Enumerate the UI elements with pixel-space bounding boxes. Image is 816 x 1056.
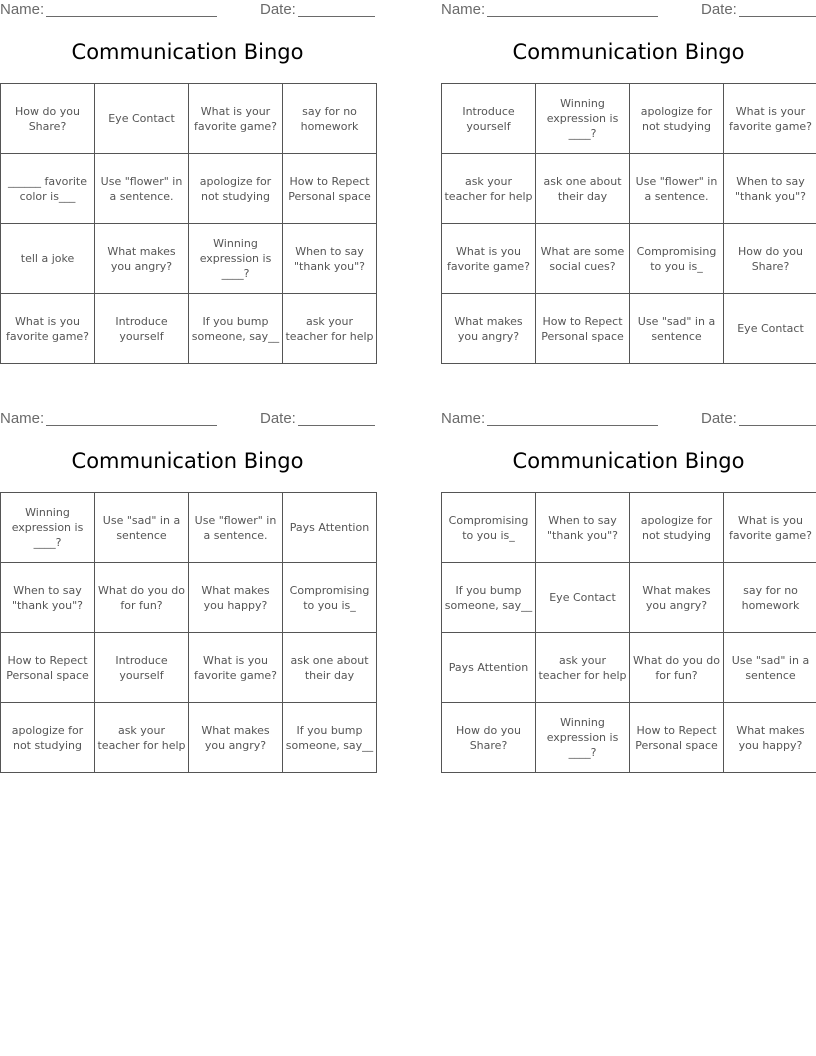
bingo-cell: If you bump someone, say__: [189, 294, 283, 364]
date-blank-line: [739, 16, 816, 17]
bingo-cell: What makes you happy?: [724, 703, 816, 773]
grid-row: [442, 633, 816, 703]
card-header: [0, 1, 375, 21]
grid-row: [442, 703, 816, 773]
date-label: Date:: [260, 410, 296, 427]
grid-row: [1, 493, 377, 563]
bingo-cell: What makes you happy?: [189, 563, 283, 633]
bingo-cell: apologize for not studying: [630, 493, 724, 563]
date-blank-line: [739, 425, 816, 426]
date-blank-line: [298, 425, 375, 426]
bingo-cell: What is you favorite game?: [1, 294, 95, 364]
bingo-cell: How to Repect Personal space: [536, 294, 630, 364]
bingo-cell: say for no homework: [724, 563, 816, 633]
date-label: Date:: [260, 1, 296, 18]
date-blank-line: [298, 16, 375, 17]
bingo-cell: ask one about their day: [536, 154, 630, 224]
bingo-cell: What makes you angry?: [442, 294, 536, 364]
grid-row: [1, 224, 377, 294]
grid-row: [1, 703, 377, 773]
bingo-cell: What makes you angry?: [189, 703, 283, 773]
bingo-cell: Eye Contact: [724, 294, 816, 364]
grid-row: [442, 84, 816, 154]
bingo-cell: ______ favorite color is___: [1, 154, 95, 224]
bingo-cell: What is you favorite game?: [442, 224, 536, 294]
bingo-cell: If you bump someone, say__: [283, 703, 377, 773]
bingo-cell: ask your teacher for help: [95, 703, 189, 773]
bingo-cell: Winning expression is ____?: [536, 84, 630, 154]
name-blank-line: [487, 16, 658, 17]
bingo-cell: How do you Share?: [724, 224, 816, 294]
bingo-cell: What is you favorite game?: [189, 633, 283, 703]
bingo-cell: Introduce yourself: [95, 294, 189, 364]
bingo-cell: What do you do for fun?: [630, 633, 724, 703]
bingo-cell: Pays Attention: [442, 633, 536, 703]
bingo-cell: ask your teacher for help: [536, 633, 630, 703]
bingo-cell: Use "flower" in a sentence.: [95, 154, 189, 224]
card-title: Communication Bingo: [71, 40, 304, 64]
card-title: Communication Bingo: [71, 449, 304, 473]
card-header: [441, 410, 816, 430]
bingo-cell: How to Repect Personal space: [283, 154, 377, 224]
grid-row: [442, 493, 816, 563]
bingo-cell: apologize for not studying: [630, 84, 724, 154]
grid-row: [442, 294, 816, 364]
bingo-cell: When to say "thank you"?: [283, 224, 377, 294]
bingo-cell: What do you do for fun?: [95, 563, 189, 633]
bingo-grid: [441, 83, 816, 364]
bingo-cell: What is your favorite game?: [189, 84, 283, 154]
bingo-cell: What makes you angry?: [95, 224, 189, 294]
bingo-cell: When to say "thank you"?: [536, 493, 630, 563]
bingo-cell: ask your teacher for help: [283, 294, 377, 364]
bingo-cell: Compromising to you is_: [630, 224, 724, 294]
bingo-cell: Winning expression is ____?: [189, 224, 283, 294]
bingo-cell: If you bump someone, say__: [442, 563, 536, 633]
bingo-cell: Introduce yourself: [95, 633, 189, 703]
card-header: [0, 410, 375, 430]
grid-row: [442, 563, 816, 633]
grid-row: [1, 84, 377, 154]
bingo-cell: Introduce yourself: [442, 84, 536, 154]
name-blank-line: [487, 425, 658, 426]
bingo-grid: [0, 83, 377, 364]
grid-row: [1, 294, 377, 364]
bingo-cell: Use "sad" in a sentence: [95, 493, 189, 563]
grid-row: [1, 633, 377, 703]
bingo-cell: Winning expression is ____?: [1, 493, 95, 563]
name-label: Name:: [441, 410, 486, 427]
bingo-cell: Pays Attention: [283, 493, 377, 563]
bingo-cell: How do you Share?: [442, 703, 536, 773]
bingo-cell: Use "flower" in a sentence.: [189, 493, 283, 563]
bingo-cell: apologize for not studying: [1, 703, 95, 773]
bingo-cell: When to say "thank you"?: [1, 563, 95, 633]
grid-row: [442, 224, 816, 294]
card-title: Communication Bingo: [512, 449, 745, 473]
date-label: Date:: [701, 1, 737, 18]
bingo-cell: Compromising to you is_: [442, 493, 536, 563]
bingo-cell: Use "sad" in a sentence: [724, 633, 816, 703]
bingo-cell: Use "sad" in a sentence: [630, 294, 724, 364]
bingo-cell: Compromising to you is_: [283, 563, 377, 633]
bingo-cell: How to Repect Personal space: [630, 703, 724, 773]
bingo-cell: Eye Contact: [95, 84, 189, 154]
bingo-cell: Winning expression is ____?: [536, 703, 630, 773]
name-blank-line: [46, 16, 217, 17]
bingo-cell: How do you Share?: [1, 84, 95, 154]
bingo-cell: What are some social cues?: [536, 224, 630, 294]
bingo-cell: What is you favorite game?: [724, 493, 816, 563]
bingo-cell: When to say "thank you"?: [724, 154, 816, 224]
bingo-cell: ask one about their day: [283, 633, 377, 703]
bingo-cell: Eye Contact: [536, 563, 630, 633]
date-label: Date:: [701, 410, 737, 427]
bingo-cell: How to Repect Personal space: [1, 633, 95, 703]
grid-row: [1, 563, 377, 633]
grid-row: [442, 154, 816, 224]
name-label: Name:: [0, 1, 45, 18]
name-label: Name:: [0, 410, 45, 427]
bingo-cell: What is your favorite game?: [724, 84, 816, 154]
bingo-cell: say for no homework: [283, 84, 377, 154]
grid-row: [1, 154, 377, 224]
card-title: Communication Bingo: [512, 40, 745, 64]
card-header: [441, 1, 816, 21]
bingo-grid: [441, 492, 816, 773]
name-label: Name:: [441, 1, 486, 18]
bingo-cell: tell a joke: [1, 224, 95, 294]
bingo-cell: What makes you angry?: [630, 563, 724, 633]
name-blank-line: [46, 425, 217, 426]
bingo-cell: apologize for not studying: [189, 154, 283, 224]
bingo-cell: Use "flower" in a sentence.: [630, 154, 724, 224]
bingo-grid: [0, 492, 377, 773]
bingo-cell: ask your teacher for help: [442, 154, 536, 224]
